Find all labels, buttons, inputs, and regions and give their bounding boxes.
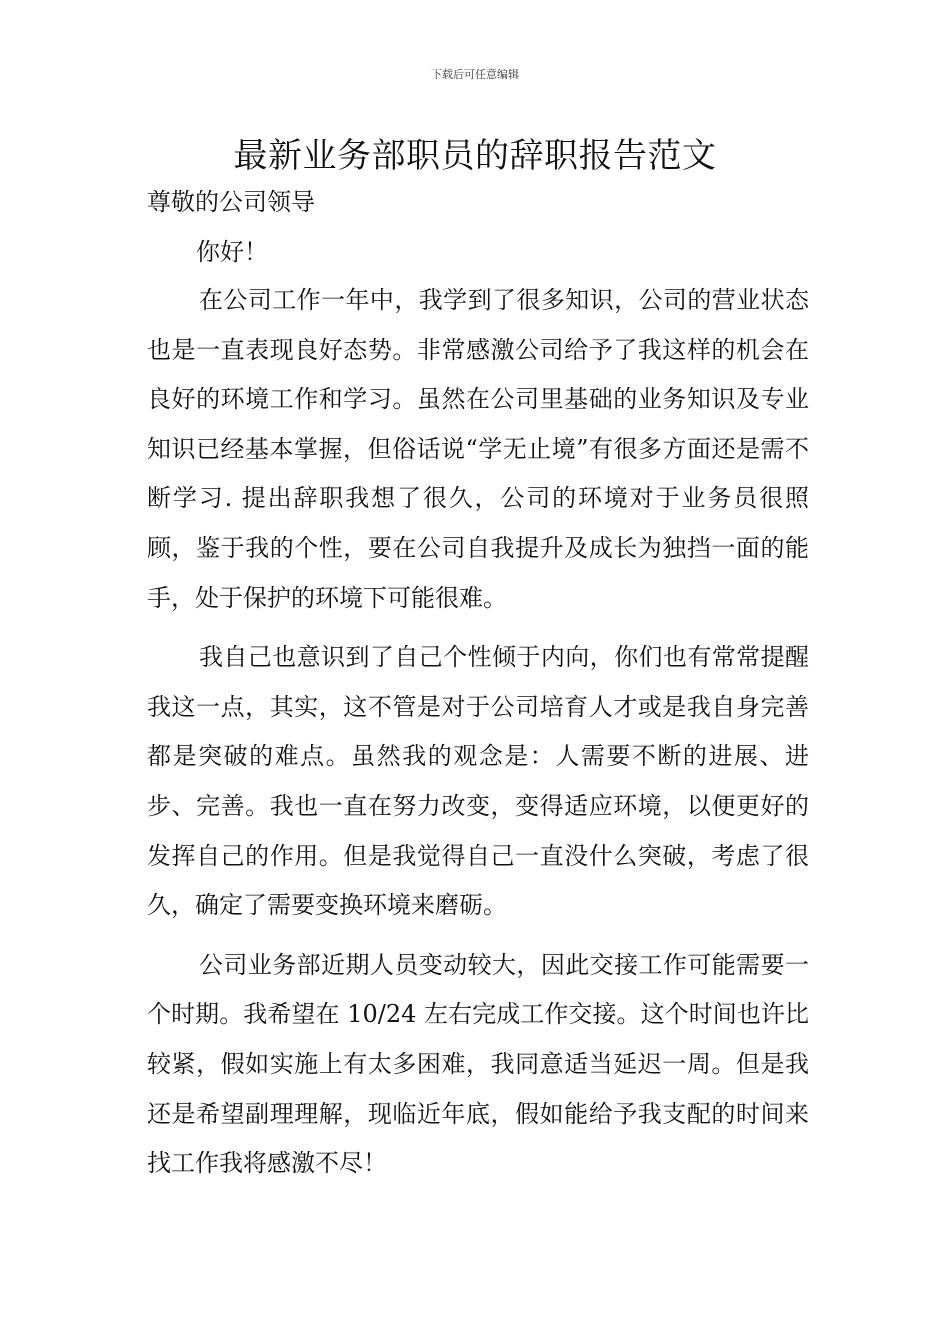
page-header-note: 下载后可任意编辑: [431, 68, 519, 81]
salutation: 尊敬的公司领导: [147, 188, 315, 216]
paragraph-1: 在公司工作一年中，我学到了很多知识，公司的营业状态也是一直表现良好态势。非常感激公司给予了我这样的机会在良好的环境工作和学习。虽然在公司里基础的业务知识及专业知识已经基本掌握，但俗话说“学无止境”有很多方面还是需不断学习. 提出辞职我想了很久，公司的环境对于业务员很照顾，鉴于我的个性，要在公司自我提升及成长为独挡一面的能手，处于保护的环境下可能很难。: [147, 286, 809, 612]
greeting: 你好！: [196, 238, 268, 266]
letter-body: [147, 276, 809, 1199]
document-title: 最新业务部职员的辞职报告范文: [233, 136, 717, 176]
paragraph-3: 公司业务部近期人员变动较大，因此交接工作可能需要一个时期。我希望在 10/24 左右完成工作交接。这个时间也许比较紧，假如实施上有太多困难，我同意适当延迟一周。但是我还是希望副理理解，现临近年底，假如能给予我支配的时间来找工作我将感激不尽！: [147, 950, 809, 1178]
paragraph-2: 我自己也意识到了自己个性倾于内向，你们也有常常提醒我这一点，其实，这不管是对于公司培育人才或是我自身完善都是突破的难点。虽然我的观念是：人需要不断的进展、进步、完善。我也一直在努力改变，变得适应环境，以便更好的发挥自己的作用。但是我觉得自己一直没什么突破，考虑了很久，确定了需要变换环境来磨砺。: [147, 643, 809, 920]
